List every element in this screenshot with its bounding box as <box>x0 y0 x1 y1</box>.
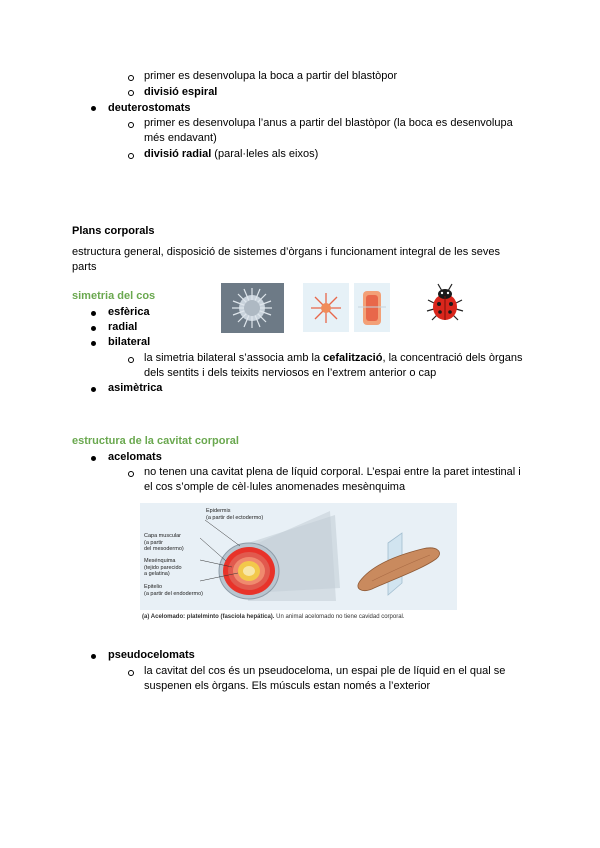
label-text: Capa muscular <box>144 533 181 539</box>
spherical-organism-image <box>221 283 284 333</box>
subsection-heading: simetria del cos <box>72 290 156 302</box>
bullet <box>91 456 96 461</box>
section-heading: Plans corporals <box>72 225 155 237</box>
sub-bullet <box>128 153 134 159</box>
paragraph-cont: parts <box>72 261 97 273</box>
sub-bullet <box>128 357 134 363</box>
bullet <box>91 341 96 346</box>
list-item: asimètrica <box>108 382 163 394</box>
list-item: radial <box>108 321 138 333</box>
caption-bold: (a) Acelomado: platelminto (fasciola hepática). <box>142 614 275 620</box>
sub-bullet <box>128 471 134 477</box>
note-post: , la concentració dels òrgans <box>382 352 523 364</box>
caption-rest: Un animal acelomado no tiene cavidad corporal. <box>274 614 405 620</box>
sub-bullet <box>128 75 134 81</box>
label-muscle-layer <box>144 533 184 553</box>
list-item: la cavitat del cos és un pseudoceloma, un espai ple de líquid en el qual se <box>144 665 506 677</box>
bullet <box>91 311 96 316</box>
bullet <box>91 387 96 392</box>
label-text: Epitelio <box>144 584 163 590</box>
bold-term: divisió radial <box>144 148 212 160</box>
label-subtext: (a partir del ectodermo) <box>206 514 264 521</box>
paragraph: estructura general, disposició de sistemes d’òrgans i funcionament integral de les seves <box>72 246 501 258</box>
label-text: Epidermis <box>206 508 231 514</box>
subsection-heading: estructura de la cavitat corporal <box>72 435 239 447</box>
term-rest: (paral·leles als eixos) <box>211 148 319 160</box>
figure-caption <box>142 614 405 620</box>
label-text: Mesénquima <box>144 558 176 564</box>
radial-organism-image <box>303 283 349 332</box>
list-item-deuterostomats: deuterostomats <box>108 102 191 114</box>
label-epidermis <box>206 508 263 521</box>
sub-bullet <box>128 122 134 128</box>
label-epithelium <box>144 584 203 597</box>
sub-bullet <box>128 90 134 96</box>
list-item-cont: el cos s’omple de cèl·lules anomenades mesènquima <box>144 481 406 493</box>
sub-bullet <box>128 670 134 676</box>
bold-term: cefalització <box>323 352 383 364</box>
list-item-cont: més endavant) <box>144 132 217 144</box>
list-item: no tenen una cavitat plena de líquid corporal. L’espai entre la paret intestinal i <box>144 466 521 478</box>
list-item <box>144 147 318 162</box>
list-item: esfèrica <box>108 306 150 318</box>
radial-organism-image-2 <box>354 283 390 332</box>
note-pre: la simetria bilateral s’associa amb la <box>144 352 324 364</box>
bullet <box>91 326 96 331</box>
label-subtext: (a partir <box>144 539 163 546</box>
label-mesenchyme <box>144 558 182 578</box>
label-subtext: (a partir del endodermo) <box>144 590 204 597</box>
label-subtext: del mesodermo) <box>144 546 184 552</box>
label-subtext: a gelatina) <box>144 571 170 577</box>
list-item: pseudocelomats <box>108 649 195 661</box>
label-subtext: (tejido parecido <box>144 564 182 571</box>
list-item: bilateral <box>108 336 151 348</box>
list-item: primer es desenvolupa la boca a partir del blastòpor <box>144 70 398 82</box>
list-item: primer es desenvolupa l’anus a partir del blastòpor (la boca es desenvolupa <box>144 117 513 129</box>
list-item-cont: dels sentits i dels teixits nerviosos en l’extrem anterior o cap <box>144 367 437 379</box>
ladybug-image <box>424 281 466 323</box>
list-item: divisió espiral <box>144 86 218 98</box>
list-item: acelomats <box>108 451 162 463</box>
bullet <box>91 654 96 659</box>
list-item-cont: suspenen els òrgans. Els músculs estan només a l’exterior <box>144 680 431 692</box>
list-item <box>144 351 522 366</box>
acoelomate-figure <box>140 503 457 625</box>
bullet <box>91 106 96 111</box>
